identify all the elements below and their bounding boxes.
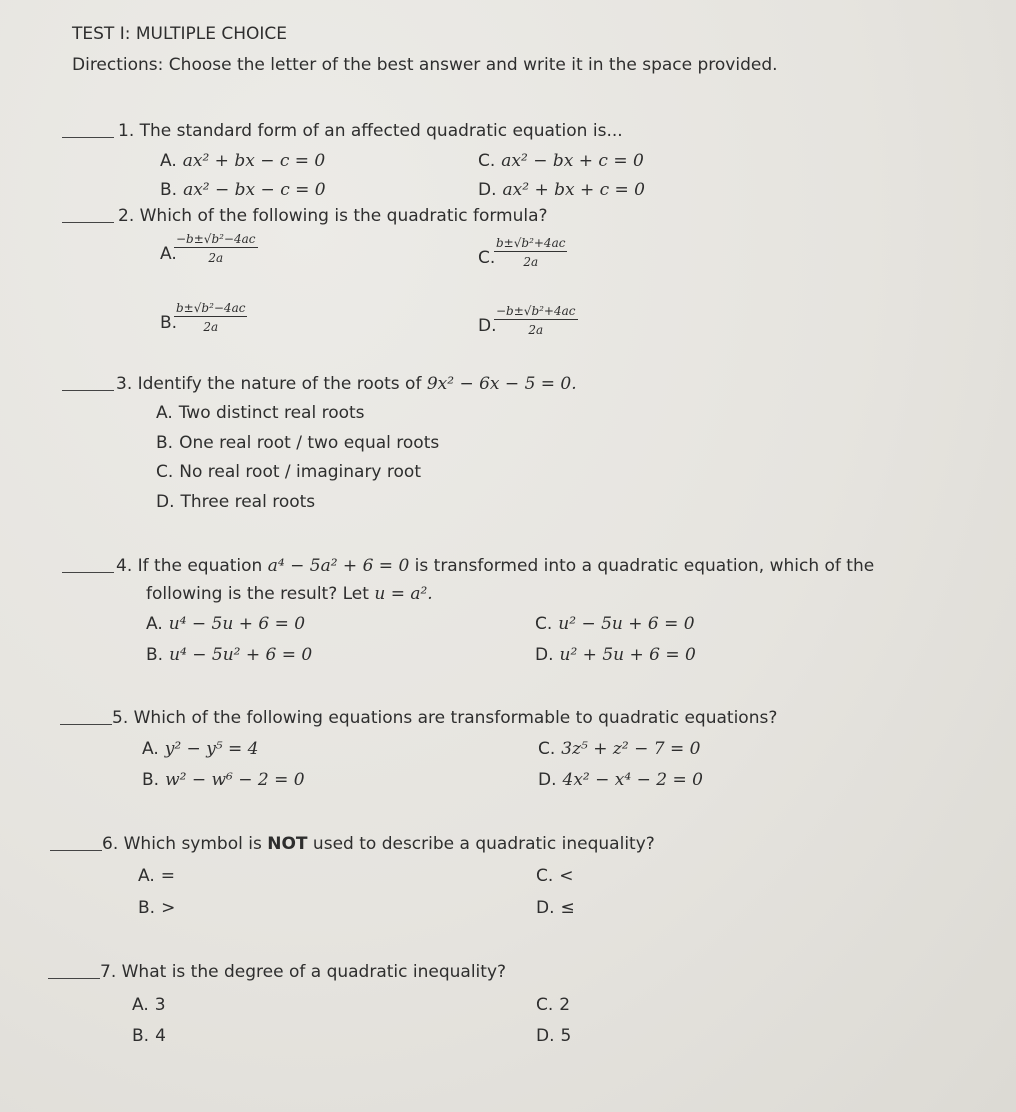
question-1: 1. The standard form of an affected quadratic equation is... <box>118 121 623 141</box>
q5-option-d[interactable]: D. 4x² − x⁴ − 2 = 0 <box>538 770 703 790</box>
q7-option-d[interactable]: D. 5 <box>536 1026 572 1046</box>
answer-blank-2[interactable] <box>62 222 114 223</box>
q2-option-b-formula[interactable]: $\frac{\text{b±√b²−4ac}}{2a}$ <box>176 301 246 334</box>
q1-option-b[interactable]: B. ax² − bx − c = 0 <box>160 180 326 200</box>
answer-blank-1[interactable] <box>62 137 114 138</box>
answer-blank-5[interactable] <box>60 724 112 725</box>
q5-option-b[interactable]: B. w² − w⁶ − 2 = 0 <box>142 770 305 790</box>
q6-option-b[interactable]: B. > <box>138 898 176 918</box>
directions <box>72 55 778 75</box>
question-3: 3. Identify the nature of the roots of 9x² − 6x − 5 = 0. <box>116 374 577 394</box>
q2-option-c-formula[interactable]: $\frac{\text{b±√b²+4ac}}{2a}$ <box>496 236 566 269</box>
question-4-line-2: following is the result? Let u = a². <box>146 584 433 604</box>
test-title: TEST I: MULTIPLE CHOICE <box>72 24 288 44</box>
question-2: 2. Which of the following is the quadratic formula? <box>118 206 548 226</box>
question-5: 5. Which of the following equations are transformable to quadratic equations? <box>112 708 778 728</box>
q6-option-c[interactable]: C. < <box>536 866 574 886</box>
q2-option-d-label[interactable]: D. <box>478 316 497 336</box>
q4-option-c[interactable]: C. u² − 5u + 6 = 0 <box>535 614 695 634</box>
q1-option-a[interactable]: A. ax² + bx − c = 0 <box>160 151 326 171</box>
q3-option-a[interactable]: A. Two distinct real roots <box>156 403 365 423</box>
q7-option-a[interactable]: A. 3 <box>132 995 166 1015</box>
q7-option-b[interactable]: B. 4 <box>132 1026 166 1046</box>
q2-option-d-formula[interactable]: $\frac{\text{−b±√b²+4ac}}{2a}$ <box>496 304 576 337</box>
q2-option-a-formula[interactable]: $\frac{\text{−b±√b²−4ac}}{2a}$ <box>176 232 256 265</box>
q6-option-d[interactable]: D. ≤ <box>536 898 575 918</box>
q1-option-d[interactable]: D. ax² + bx + c = 0 <box>478 180 645 200</box>
q5-option-a[interactable]: A. y² − y⁵ = 4 <box>142 739 259 759</box>
answer-blank-4[interactable] <box>62 572 114 573</box>
q2-option-c-label[interactable]: C. <box>478 248 496 268</box>
q7-option-c[interactable]: C. 2 <box>536 995 571 1015</box>
answer-blank-3[interactable] <box>62 390 114 391</box>
directions-label: Directions: <box>72 55 164 75</box>
q3-option-d[interactable]: D. Three real roots <box>156 492 316 512</box>
q1-option-c[interactable]: C. ax² − bx + c = 0 <box>478 151 644 171</box>
question-6: 6. Which symbol is NOT used to describe a quadratic inequality? <box>102 834 655 854</box>
q6-option-a[interactable]: A. = <box>138 866 175 886</box>
answer-blank-7[interactable] <box>48 978 100 979</box>
question-7: 7. What is the degree of a quadratic inequality? <box>100 962 507 982</box>
directions-text: Choose the letter of the best answer and write it in the space provided. <box>163 55 778 75</box>
q5-option-c[interactable]: C. 3z⁵ + z² − 7 = 0 <box>538 739 701 759</box>
q3-option-b[interactable]: B. One real root / two equal roots <box>156 433 440 453</box>
q4-option-b[interactable]: B. u⁴ − 5u² + 6 = 0 <box>146 645 313 665</box>
q4-option-a[interactable]: A. u⁴ − 5u + 6 = 0 <box>146 614 306 634</box>
q2-option-b-label[interactable]: B. <box>160 313 178 333</box>
q2-option-a-label[interactable]: A. <box>160 244 177 264</box>
answer-blank-6[interactable] <box>50 850 102 851</box>
q4-option-d[interactable]: D. u² + 5u + 6 = 0 <box>535 645 696 665</box>
q3-option-c[interactable]: C. No real root / imaginary root <box>156 462 421 482</box>
question-4-line-1: 4. If the equation a⁴ − 5a² + 6 = 0 is transformed into a quadratic equation, which of the <box>116 556 875 576</box>
